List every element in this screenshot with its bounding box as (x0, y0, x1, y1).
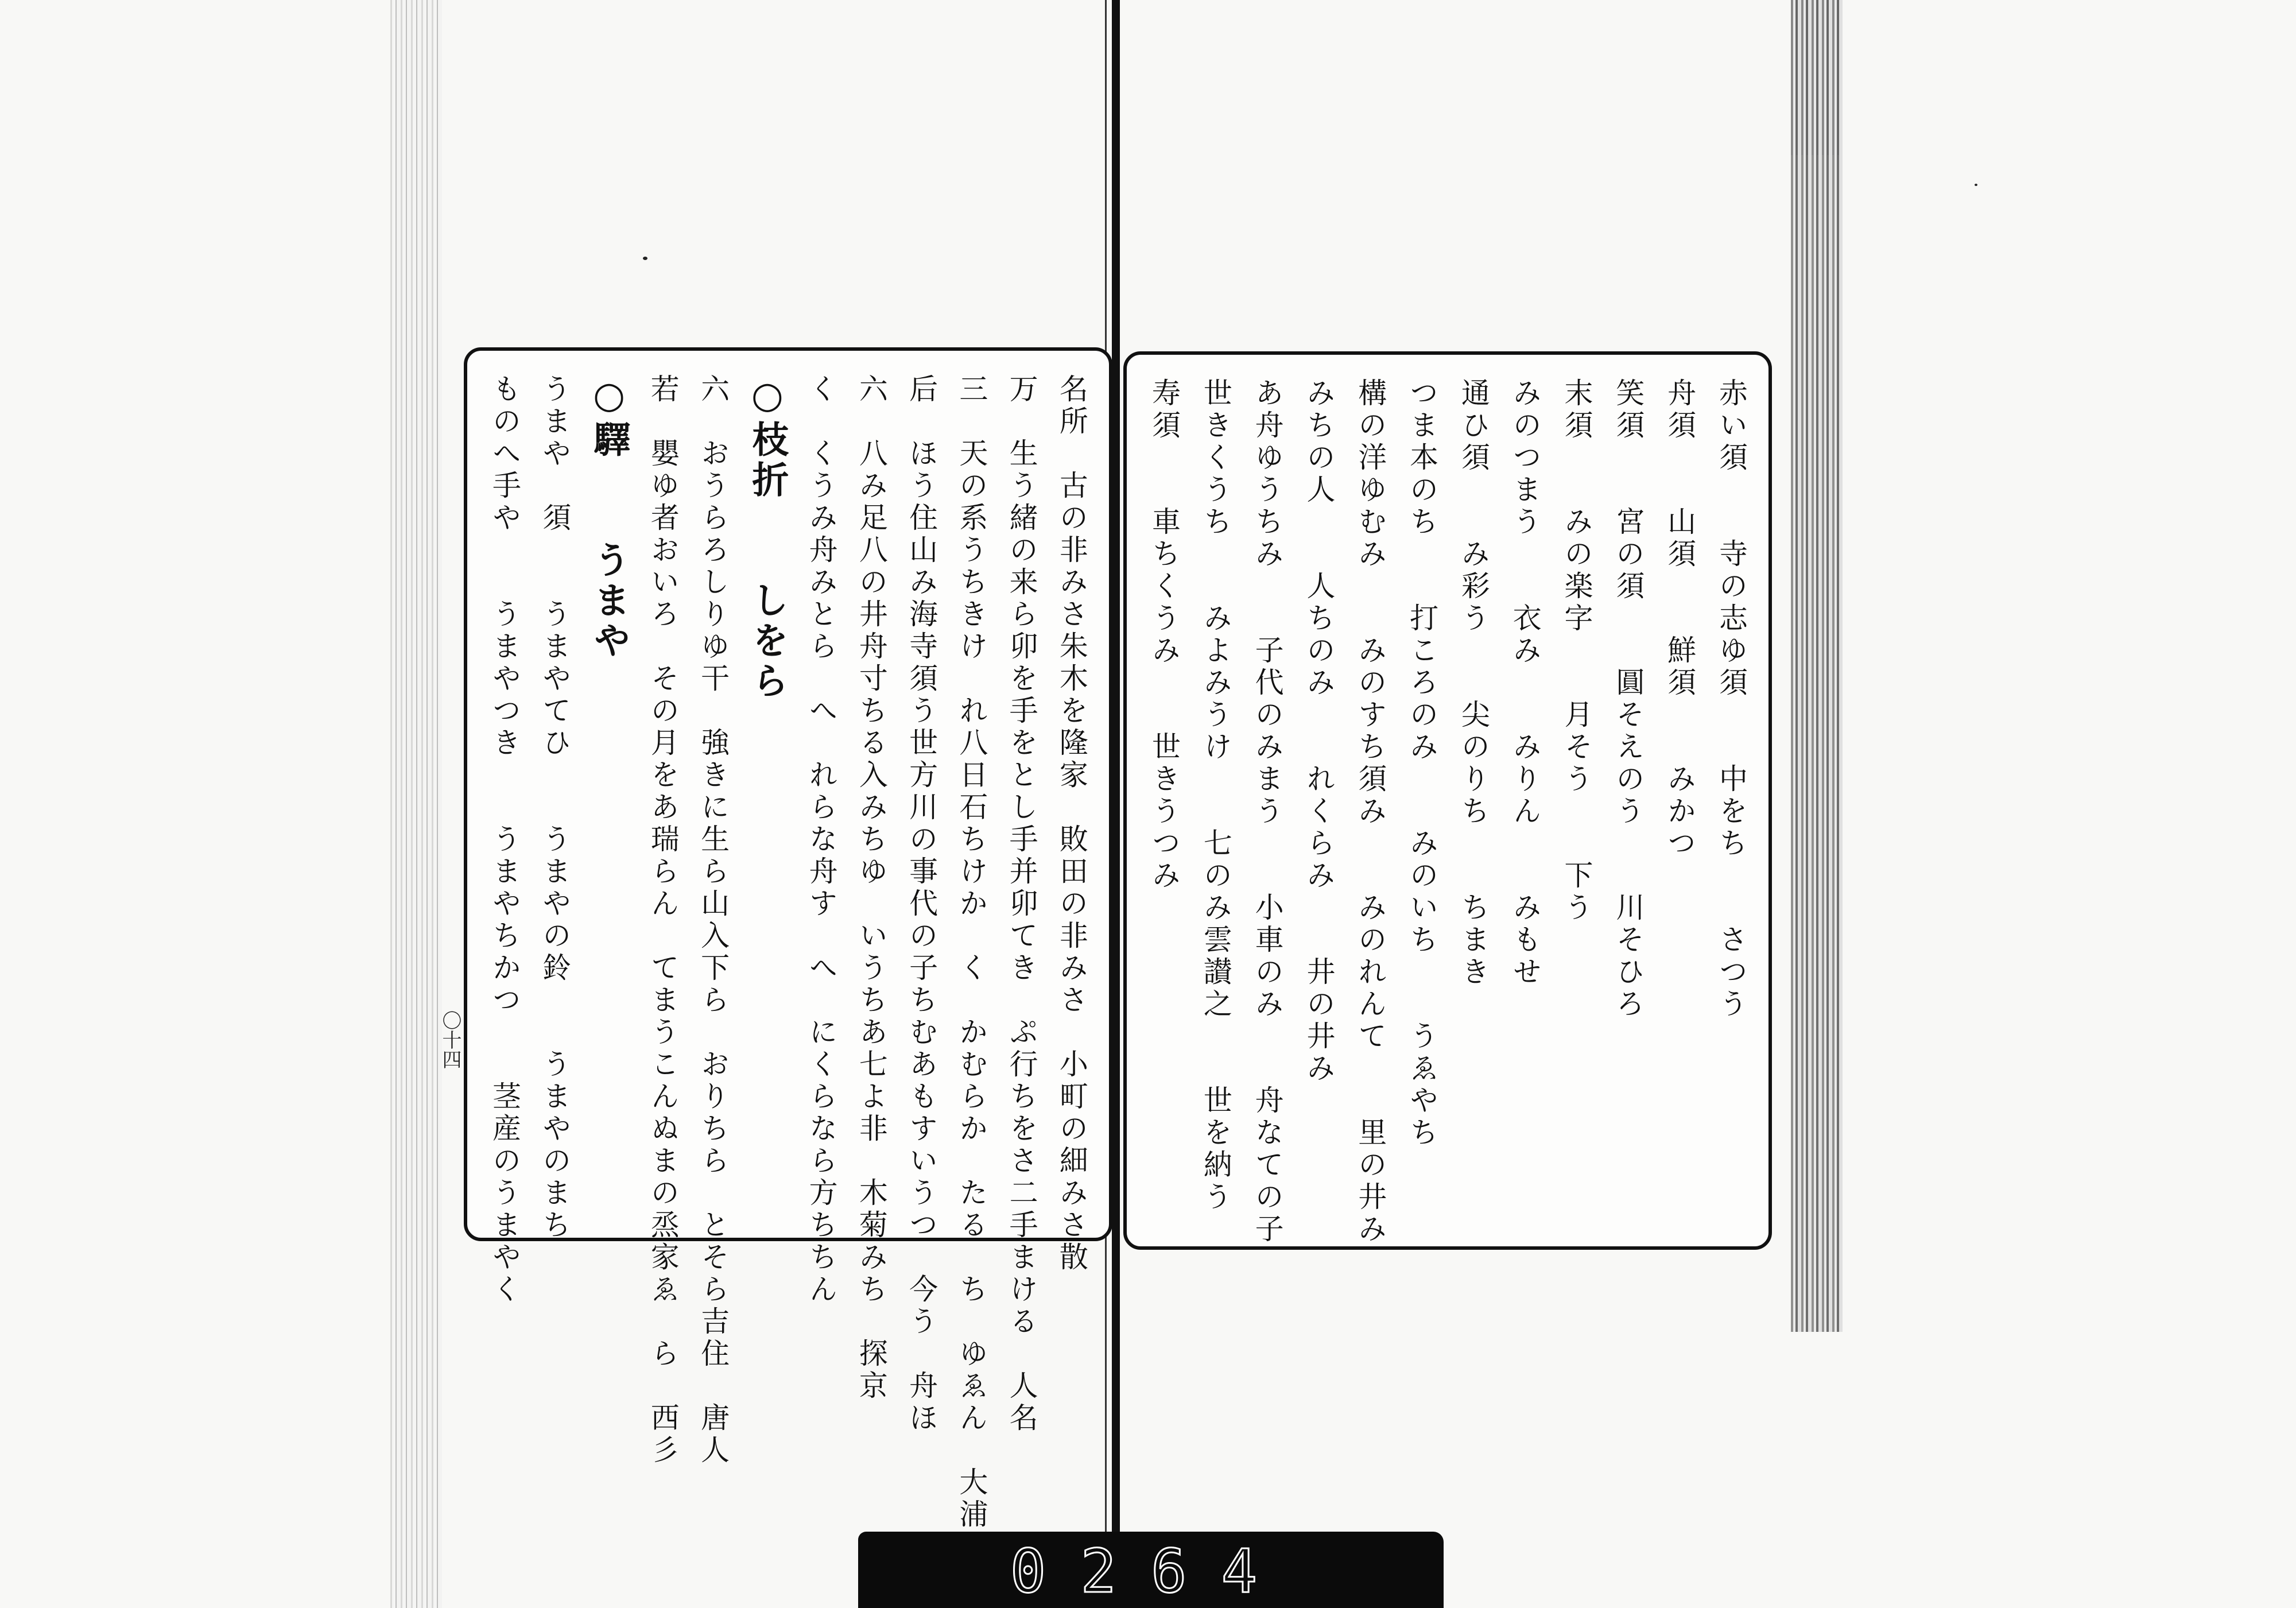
text-column: 三 天の系うちきけ れ八日石ちけか く かむらか たる ち ゆゑん 大浦 (955, 374, 988, 1531)
dust-speck (1975, 184, 1977, 186)
frame-number: 0264 (1010, 1536, 1292, 1606)
archive-frame-stamp (858, 1532, 1444, 1608)
text-column: 末須 みの楽字 月そう 下う (1560, 378, 1593, 924)
text-column: 若 嬰ゆ者おいろ その月をあ瑞らん てまうこんぬまの烝家ゑ ら 西彡 (646, 374, 680, 1467)
text-column: 万 生う緒の来ら卯を手をとし手并卯てき ぷ行ちをさ二手まける 人名 (1004, 374, 1038, 1435)
right-page-panel (1123, 351, 1772, 1250)
left-page-panel (464, 347, 1112, 1531)
text-column: うまや 須 うまやてひ うまやの鈴 うまやのまち (538, 374, 572, 1242)
text-column: 后 ほう住山み海寺須う世方川の事代の子ちむあもすいうつ 今う 舟ほ (905, 374, 938, 1435)
text-column: みのつまう 衣み みりん みもせ (1508, 378, 1542, 989)
text-column: みちの人 人ちのみ れくらみ 井の井み (1302, 378, 1336, 1085)
text-column: 六 おうらろしりゆ干 強きに生ら山入下ら おりちら とそら吉住 唐人 (696, 374, 730, 1467)
text-column: 笑須 宮の須 圓そえのう 川そひろ (1611, 378, 1645, 1021)
section-heading-column: ○驛 うまや (587, 374, 631, 661)
text-column: つま本のち 打ころのみ みのいち うゑやち (1405, 378, 1439, 1149)
text-column: 構の洋ゆむみ みのすち須み みのれんて 里の井み (1353, 378, 1387, 1246)
text-column: 寿須 車ちくうみ 世きうつみ (1147, 378, 1181, 892)
right-page-columns (1147, 378, 1748, 1246)
left-page-edge (390, 0, 442, 1608)
text-column: く くうみ舟みとら へ れらな舟す へ にくらなら方ちちん (804, 374, 838, 1306)
text-column: 名所 古の非みさ朱木を隆家 敗田の非みさ 小町の細みさ散 (1054, 374, 1088, 1274)
section-heading-column: ○枝折 しをら (746, 374, 789, 702)
text-column: ものへ手や うまやつき うまやちかつ 茎産のうまやく (488, 374, 521, 1306)
text-column: 六 八み足八の井舟寸ちる入みちゆ いうちあ七よ非 木菊みち 探京 (854, 374, 888, 1402)
book-gutter (1112, 0, 1120, 1608)
dust-speck (643, 257, 647, 260)
text-column: あ舟ゆうちみ 子代のみまう 小車のみ 舟なての子 (1250, 378, 1284, 1246)
left-page-columns (488, 374, 1088, 1531)
text-column: 世きくうち みよみうけ 七のみ雲讃之 世を納う (1199, 378, 1232, 1214)
text-column: 舟須 山須 鮮須 みかつ (1663, 378, 1697, 860)
text-column: 赤い須 寺の志ゆ須 中をち さつう (1714, 378, 1748, 1021)
page-number: 〇十四 (439, 1010, 461, 1069)
text-column: 通ひ須 み彩う 尖のりち ちまき (1456, 378, 1490, 989)
right-page-edge (1791, 0, 1843, 1332)
